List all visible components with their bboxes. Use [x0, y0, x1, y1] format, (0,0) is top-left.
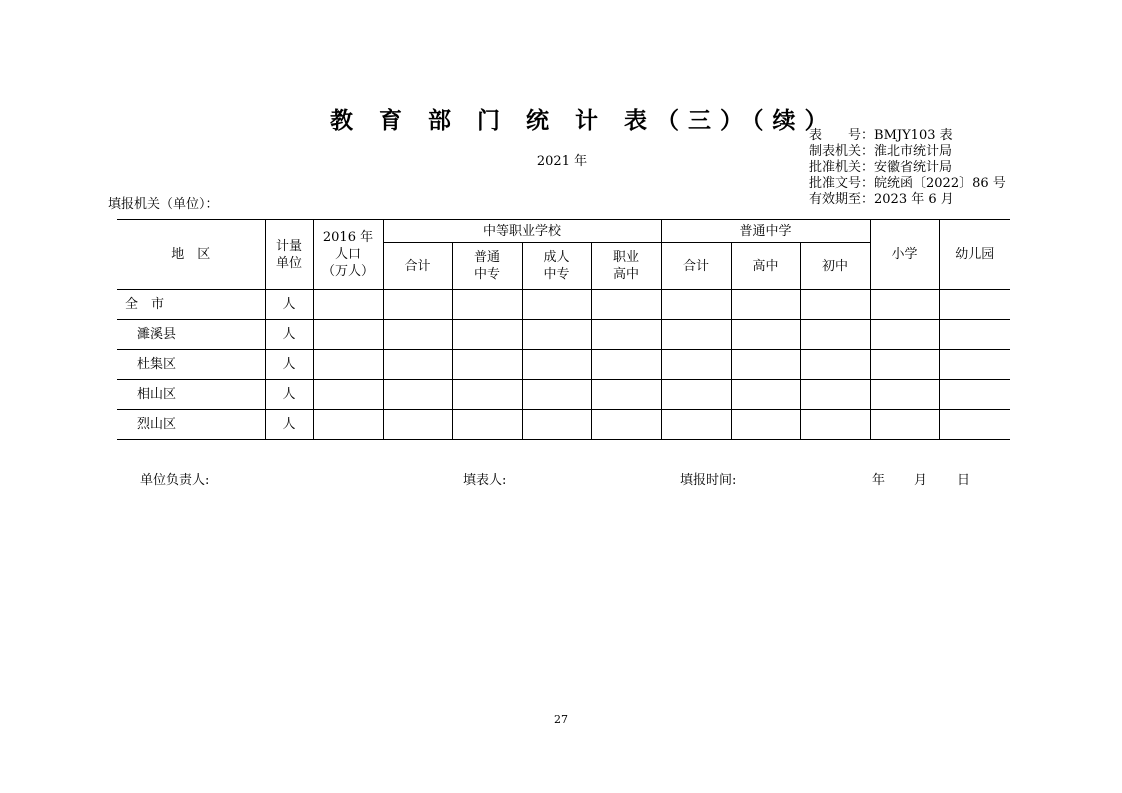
unit-cell: 人: [265, 290, 313, 320]
table-row: [117, 290, 1010, 320]
region-cell: 烈山区: [117, 410, 265, 440]
header-kindergarten-label: 幼儿园: [955, 247, 995, 262]
unit-cell: 人: [265, 320, 313, 350]
header-gs-total-label: 合计: [683, 258, 710, 274]
meta-label: 批准机关：: [809, 160, 875, 175]
meta-value: 皖统函〔2022〕86 号: [874, 176, 1006, 191]
meta-label: 制表机关：: [809, 144, 875, 159]
data-cell: [383, 350, 452, 380]
data-cell: [383, 380, 452, 410]
data-cell: [939, 290, 1010, 320]
footer-fill-time: 填报时间:: [680, 473, 737, 488]
meta-label: 表 号：: [809, 128, 875, 143]
data-cell: [452, 320, 522, 350]
footer-person-in-charge: 单位负责人:: [140, 473, 210, 488]
header-primary: [870, 220, 939, 290]
region-cell: 全 市: [117, 290, 265, 320]
data-cell: [452, 380, 522, 410]
header-sv-total-label: 合计: [404, 258, 431, 274]
data-cell: [939, 350, 1010, 380]
header-sv-adult: [522, 243, 591, 290]
header-sv-regular-label: 普通 中专: [473, 250, 500, 282]
data-cell: [800, 350, 870, 380]
header-unit-label: 计量 单位: [275, 238, 302, 271]
data-cell: [591, 320, 661, 350]
header-gs-junior: [800, 243, 870, 290]
data-cell: [939, 380, 1010, 410]
data-cell: [870, 320, 939, 350]
data-cell: [800, 410, 870, 440]
data-cell: [313, 290, 383, 320]
table-row: [117, 350, 1010, 380]
header-sv-regular: [452, 243, 522, 290]
meta-label: 批准文号：: [809, 176, 875, 191]
data-cell: [522, 410, 591, 440]
data-cell: [591, 410, 661, 440]
footer-month: 月: [914, 473, 928, 488]
header-secondary-vocational-label: 中等职业学校: [483, 223, 562, 239]
data-cell: [383, 320, 452, 350]
data-cell: [522, 350, 591, 380]
data-cell: [591, 380, 661, 410]
footer-filler: 填表人:: [463, 473, 507, 488]
page-number: 27: [554, 713, 568, 726]
meta-value: 安徽省统计局: [874, 160, 953, 175]
form-metadata: [809, 128, 1006, 208]
header-sv-adult-label: 成人 中专: [543, 250, 570, 282]
meta-value: 2023 年 6 月: [874, 192, 954, 207]
data-cell: [939, 320, 1010, 350]
header-general-secondary: [661, 220, 870, 243]
data-cell: [313, 380, 383, 410]
unit-cell: 人: [265, 380, 313, 410]
data-cell: [661, 290, 731, 320]
data-cell: [383, 290, 452, 320]
header-unit: [265, 220, 313, 290]
data-cell: [661, 380, 731, 410]
data-cell: [731, 290, 800, 320]
header-sv-vocational-high-label: 职业 高中: [613, 250, 640, 282]
data-cell: [661, 350, 731, 380]
meta-approval-number: [809, 176, 1006, 192]
data-cell: [522, 380, 591, 410]
data-cell: [383, 410, 452, 440]
data-cell: [800, 290, 870, 320]
data-cell: [870, 410, 939, 440]
table-row: [117, 410, 1010, 440]
header-sv-vocational-high: [591, 243, 661, 290]
header-population-label: 2016 年 人口 （万人）: [321, 230, 374, 279]
data-cell: [591, 290, 661, 320]
header-primary-label: 小学: [891, 247, 918, 262]
statistics-table: [117, 219, 1010, 440]
data-cell: [313, 320, 383, 350]
meta-value: 淮北市统计局: [874, 144, 953, 159]
data-cell: [870, 350, 939, 380]
reporting-unit-label: 填报机关（单位）：: [108, 197, 219, 212]
unit-cell: 人: [265, 350, 313, 380]
data-cell: [661, 410, 731, 440]
data-cell: [313, 350, 383, 380]
table-row: [117, 320, 1010, 350]
data-cell: [731, 410, 800, 440]
data-cell: [731, 350, 800, 380]
footer-day: 日: [957, 473, 971, 488]
header-population: [313, 220, 383, 290]
region-cell: 杜集区: [117, 350, 265, 380]
document-title: 教 育 部 门 统 计 表（三）（续）: [330, 107, 837, 134]
data-cell: [731, 320, 800, 350]
data-cell: [313, 410, 383, 440]
data-cell: [522, 320, 591, 350]
meta-issuing-authority: [809, 144, 1006, 160]
data-cell: [452, 290, 522, 320]
meta-form-number: [809, 128, 1006, 144]
meta-approval-authority: [809, 160, 1006, 176]
header-gs-junior-label: 初中: [822, 258, 849, 274]
table-row: [117, 380, 1010, 410]
data-cell: [522, 290, 591, 320]
header-sv-total: [383, 243, 452, 290]
header-general-secondary-label: 普通中学: [739, 223, 792, 239]
data-cell: [939, 410, 1010, 440]
data-cell: [731, 380, 800, 410]
meta-value: BMJY103 表: [874, 128, 953, 143]
meta-label: 有效期至：: [809, 192, 875, 207]
unit-cell: 人: [265, 410, 313, 440]
data-cell: [870, 380, 939, 410]
data-cell: [452, 410, 522, 440]
data-cell: [870, 290, 939, 320]
data-cell: [800, 320, 870, 350]
data-cell: [661, 320, 731, 350]
header-region-label: 地 区: [171, 247, 211, 262]
header-kindergarten: [939, 220, 1010, 290]
footer-year: 年: [872, 473, 886, 488]
data-cell: [591, 350, 661, 380]
header-region: [117, 220, 265, 290]
region-cell: 相山区: [117, 380, 265, 410]
header-secondary-vocational: [383, 220, 661, 243]
header-gs-high-label: 高中: [752, 258, 779, 274]
data-cell: [452, 350, 522, 380]
meta-valid-until: [809, 192, 1006, 208]
data-cell: [800, 380, 870, 410]
header-gs-high: [731, 243, 800, 290]
region-cell: 濉溪县: [117, 320, 265, 350]
header-gs-total: [661, 243, 731, 290]
report-year: 2021 年: [536, 154, 588, 169]
